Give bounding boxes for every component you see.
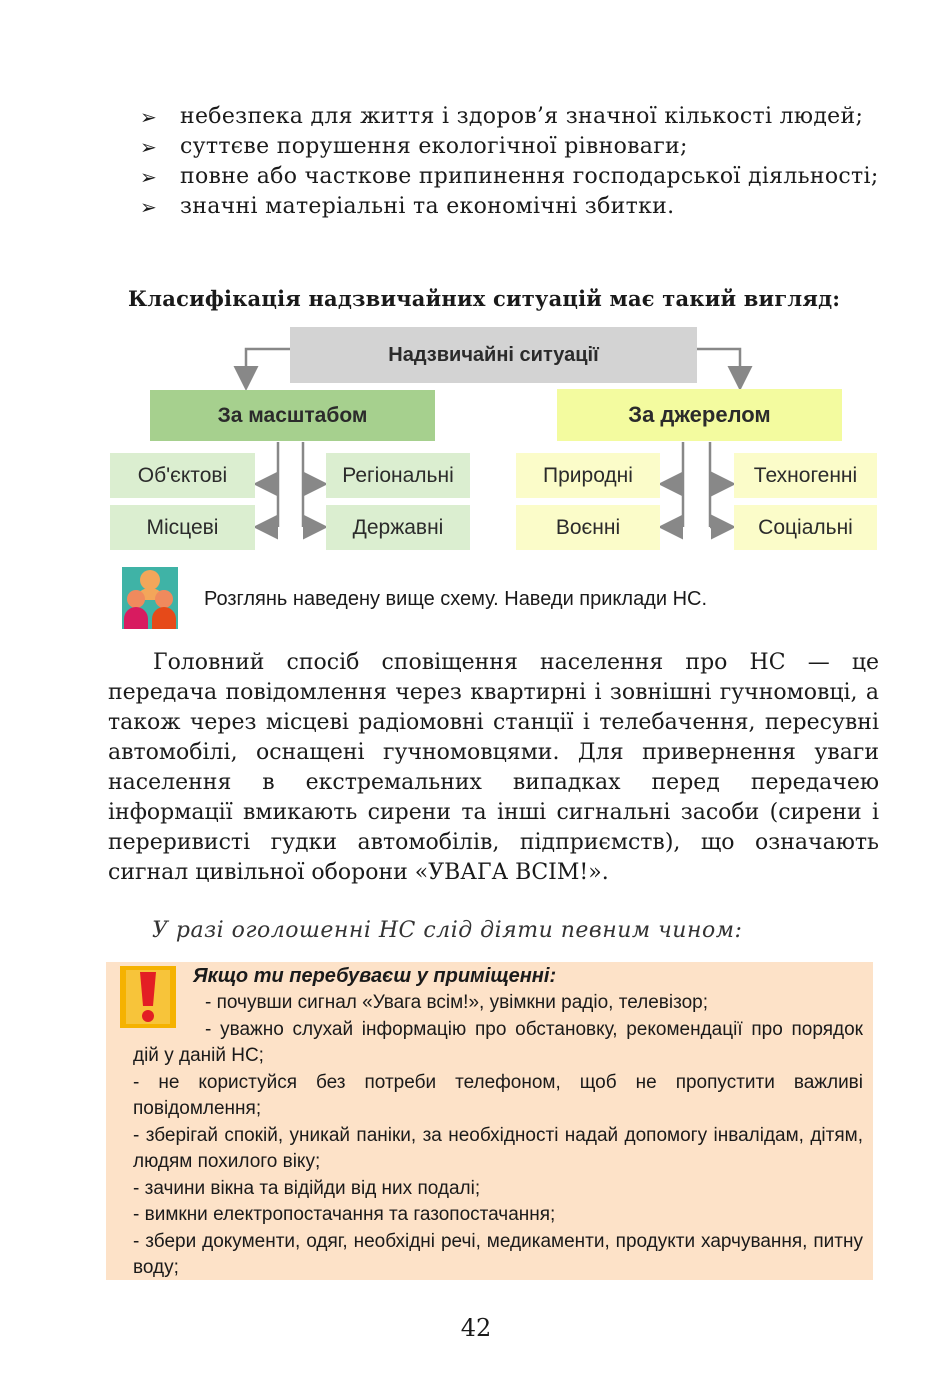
instruction-intro: У разі оголошенні НС слід діяти певним чином: [152, 918, 743, 943]
list-item: - зберігай спокій, уникай паніки, за необхідності надай допомогу інвалідам, дітям, людям похилого віку; [133, 1124, 863, 1172]
list-item: - зачини вікна та відійди від них подалі; [133, 1177, 481, 1199]
panel-content [133, 962, 863, 1282]
list-item: - почувши сигнал «Увага всім!», увімкни радіо, телевізор; [205, 992, 709, 1013]
page-number: 42 [460, 1314, 492, 1342]
arrow-bullet-icon: ➢ [140, 165, 157, 189]
panel-title: Якщо ти перебуваєш у приміщенні: [193, 965, 557, 987]
classification-heading: Класифікація надзвичайних ситуацій має такий вигляд: [128, 286, 841, 311]
leaf-state: Державні [326, 505, 470, 550]
leaf-military: Воєнні [516, 505, 660, 550]
bullet-text: повне або часткове припинення господарської діяльності; [180, 164, 879, 189]
root-node: Надзвичайні ситуації [290, 327, 697, 383]
list-item: - збери документи, одяг, необхідні речі, медикаменти, продукти харчування, питну воду; [133, 1230, 863, 1278]
main-paragraph [108, 648, 879, 888]
arrow-bullet-icon: ➢ [140, 135, 157, 159]
bullet-text: значні матеріальні та економічні збитки. [180, 194, 675, 219]
leaf-object: Об'єктові [110, 453, 255, 498]
leaf-social: Соціальні [734, 505, 877, 550]
task-instruction: Розглянь наведену вище схему. Наведи приклади НС. [204, 588, 708, 610]
leaf-technogenic: Техногенні [734, 453, 877, 498]
bullet-text: суттєве порушення екологічної рівноваги; [180, 134, 688, 159]
list-item [140, 162, 880, 192]
leaf-natural: Природні [516, 453, 660, 498]
list-item [140, 102, 880, 132]
list-item: - уважно слухай інформацію про обстановку, рекомендації про порядок дій у даній НС; [133, 1018, 863, 1066]
bullet-list [140, 102, 880, 222]
paragraph-text: Головний спосіб сповіщення населення про НС — це передача повідомлення через квартирні і зовнішні гучномовці, а також через місцеві радіомовні станції і телебачення, пересувні автомобілі, оснащені гучномовцями. Для привернення уваги населення в екстремальних випадках перед передачею інформації вмикають сирени та інші сигнальні засоби (сирени і переривисті гудки автомобілів, підприємств), що означають сигнал цивільної оборони «УВАГА ВСІМ!». [108, 650, 879, 885]
list-item: - не користуйся без потреби телефоном, щоб не пропустити важливі повідомлення; [133, 1071, 863, 1119]
source-category: За джерелом [557, 389, 842, 441]
leaf-regional: Регіональні [326, 453, 470, 498]
list-item [140, 132, 880, 162]
leaf-local: Місцеві [110, 505, 255, 550]
scale-category: За масштабом [150, 390, 435, 441]
arrow-bullet-icon: ➢ [140, 195, 157, 219]
list-item [140, 192, 880, 222]
group-task-icon [122, 567, 178, 629]
list-item: - вимкни електропостачання та газопостачання; [133, 1204, 556, 1225]
bullet-text: небезпека для життя і здоров’я значної кількості людей; [180, 104, 864, 129]
arrow-bullet-icon: ➢ [140, 105, 157, 129]
